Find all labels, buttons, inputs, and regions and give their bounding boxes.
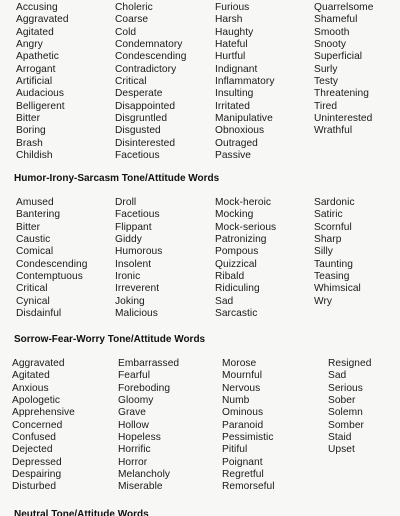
word-item: Sharp — [314, 234, 342, 246]
word-item: Depressed — [12, 456, 62, 468]
word-item: Condemnatory — [115, 39, 183, 51]
word-item: Artificial — [16, 76, 53, 88]
word-item: Irritated — [215, 100, 250, 112]
word-item: Concerned — [12, 419, 63, 431]
word-item: Sarcastic — [215, 308, 258, 320]
word-item: Condescending — [16, 258, 88, 270]
word-item: Grave — [118, 407, 146, 419]
word-item: Smooth — [314, 26, 350, 38]
word-item: Giddy — [115, 234, 142, 246]
word-item: Shameful — [314, 14, 358, 26]
word-item: Tired — [314, 100, 338, 112]
word-column-4 — [328, 358, 371, 457]
word-item: Horrific — [118, 444, 151, 456]
word-item: Contemptuous — [16, 271, 83, 283]
word-item: Serious — [328, 382, 363, 394]
word-item: Melancholy — [118, 469, 171, 481]
word-column-2 — [115, 197, 162, 320]
word-item: Accusing — [16, 2, 58, 13]
word-item: Childish — [16, 150, 53, 162]
word-item: Cold — [115, 26, 137, 38]
word-item: Dejected — [12, 444, 53, 456]
word-item: Facetious — [115, 209, 160, 221]
word-item: Arrogant — [16, 63, 56, 75]
word-item: Joking — [115, 295, 145, 307]
word-item: Mournful — [222, 370, 263, 382]
word-item: Quizzical — [215, 258, 257, 270]
word-item: Sardonic — [314, 197, 355, 208]
word-item: Silly — [314, 246, 333, 258]
word-column-4 — [314, 197, 361, 308]
word-item: Morose — [222, 358, 257, 369]
word-item: Resigned — [328, 358, 372, 369]
word-item: Disgusted — [115, 125, 161, 137]
word-item: Embarrassed — [118, 358, 180, 369]
word-item: Sad — [215, 295, 234, 307]
section-heading-humor: Humor-Irony-Sarcasm Tone/Attitude Words — [14, 173, 220, 184]
word-item: Aggravated — [16, 14, 69, 26]
word-column-3 — [215, 197, 276, 320]
word-item: Aggravated — [12, 358, 65, 369]
word-item: Insulting — [215, 88, 254, 100]
word-item: Teasing — [314, 271, 350, 283]
word-item: Regretful — [222, 469, 264, 481]
word-item: Surly — [314, 63, 338, 75]
word-item: Critical — [115, 76, 147, 88]
word-item: Disgruntled — [115, 113, 168, 125]
word-item: Bantering — [16, 209, 61, 221]
word-item: Hurtful — [215, 51, 246, 63]
word-item: Sober — [328, 395, 356, 407]
word-item: Upset — [328, 444, 355, 456]
word-column-4 — [314, 2, 373, 138]
word-item: Bitter — [16, 113, 41, 125]
word-item: Threatening — [314, 88, 369, 100]
word-item: Disappointed — [115, 100, 176, 112]
word-item: Mocking — [215, 209, 254, 221]
word-item: Pitiful — [222, 444, 248, 456]
word-item: Paranoid — [222, 419, 264, 431]
word-item: Hollow — [118, 419, 149, 431]
word-item: Wrathful — [314, 125, 353, 137]
word-item: Somber — [328, 419, 364, 431]
word-item: Agitated — [12, 370, 50, 382]
word-item: Quarrelsome — [314, 2, 374, 13]
word-item: Humorous — [115, 246, 163, 258]
word-item: Amused — [16, 197, 54, 208]
word-item: Solemn — [328, 407, 363, 419]
word-item: Disdainful — [16, 308, 62, 320]
word-item: Pompous — [215, 246, 259, 258]
word-column-1 — [12, 358, 75, 494]
word-item: Contradictory — [115, 63, 177, 75]
word-item: Audacious — [16, 88, 65, 100]
word-item: Haughty — [215, 26, 254, 38]
word-item: Foreboding — [118, 382, 171, 394]
word-item: Facetious — [115, 150, 160, 162]
word-item: Mock-heroic — [215, 197, 272, 208]
word-item: Remorseful — [222, 481, 275, 493]
word-item: Choleric — [115, 2, 153, 13]
word-item: Condescending — [115, 51, 187, 63]
word-column-2 — [115, 2, 186, 162]
word-item: Malicious — [115, 308, 158, 320]
word-item: Apprehensive — [12, 407, 75, 419]
word-item: Indignant — [215, 63, 258, 75]
word-item: Mock-serious — [215, 221, 277, 233]
word-item: Numb — [222, 395, 250, 407]
word-item: Patronizing — [215, 234, 267, 246]
word-item: Hateful — [215, 39, 248, 51]
word-item: Flippant — [115, 221, 152, 233]
word-item: Belligerent — [16, 100, 65, 112]
word-item: Anxious — [12, 382, 49, 394]
word-item: Staid — [328, 432, 352, 444]
word-item: Satiric — [314, 209, 343, 221]
word-item: Snooty — [314, 39, 347, 51]
word-item: Droll — [115, 197, 137, 208]
word-item: Nervous — [222, 382, 261, 394]
word-item: Apologetic — [12, 395, 61, 407]
word-column-2 — [118, 358, 179, 494]
word-item: Taunting — [314, 258, 353, 270]
word-item: Hopeless — [118, 432, 161, 444]
word-item: Passive — [215, 150, 252, 162]
word-item: Insolent — [115, 258, 152, 270]
word-item: Critical — [16, 283, 48, 295]
word-item: Boring — [16, 125, 46, 137]
word-item: Whimsical — [314, 283, 361, 295]
word-column-3 — [222, 358, 275, 494]
word-item: Cynical — [16, 295, 50, 307]
word-item: Poignant — [222, 456, 263, 468]
word-item: Scornful — [314, 221, 352, 233]
word-item: Outraged — [215, 137, 258, 149]
word-item: Fearful — [118, 370, 151, 382]
word-item: Caustic — [16, 234, 51, 246]
word-item: Angry — [16, 39, 43, 51]
word-item: Comical — [16, 246, 54, 258]
section-heading-sorrow: Sorrow-Fear-Worry Tone/Attitude Words — [14, 334, 206, 345]
word-item: Inflammatory — [215, 76, 275, 88]
word-item: Testy — [314, 76, 339, 88]
word-item: Sad — [328, 370, 347, 382]
word-item: Brash — [16, 137, 43, 149]
word-item: Despairing — [12, 469, 62, 481]
word-column-1 — [16, 2, 69, 162]
word-item: Gloomy — [118, 395, 154, 407]
word-item: Disturbed — [12, 481, 57, 493]
word-item: Desperate — [115, 88, 163, 100]
word-item: Obnoxious — [215, 125, 265, 137]
word-item: Furious — [215, 2, 250, 13]
word-item: Bitter — [16, 221, 41, 233]
word-item: Coarse — [115, 14, 149, 26]
word-item: Ominous — [222, 407, 264, 419]
word-item: Wry — [314, 295, 333, 307]
word-item: Confused — [12, 432, 57, 444]
word-item: Ribald — [215, 271, 245, 283]
word-item: Disinterested — [115, 137, 176, 149]
word-column-1 — [16, 197, 87, 320]
word-item: Manipulative — [215, 113, 273, 125]
word-item: Miserable — [118, 481, 163, 493]
word-item: Pessimistic — [222, 432, 274, 444]
word-item: Apathetic — [16, 51, 59, 63]
word-column-3 — [215, 2, 274, 162]
word-item: Agitated — [16, 26, 54, 38]
word-item: Irreverent — [115, 283, 160, 295]
word-item: Ridiculing — [215, 283, 260, 295]
word-item: Horror — [118, 456, 148, 468]
word-item: Ironic — [115, 271, 141, 283]
word-item: Superficial — [314, 51, 363, 63]
word-item: Harsh — [215, 14, 243, 26]
section-heading-neutral: Neutral Tone/Attitude Words — [14, 509, 149, 516]
word-item: Uninterested — [314, 113, 373, 125]
